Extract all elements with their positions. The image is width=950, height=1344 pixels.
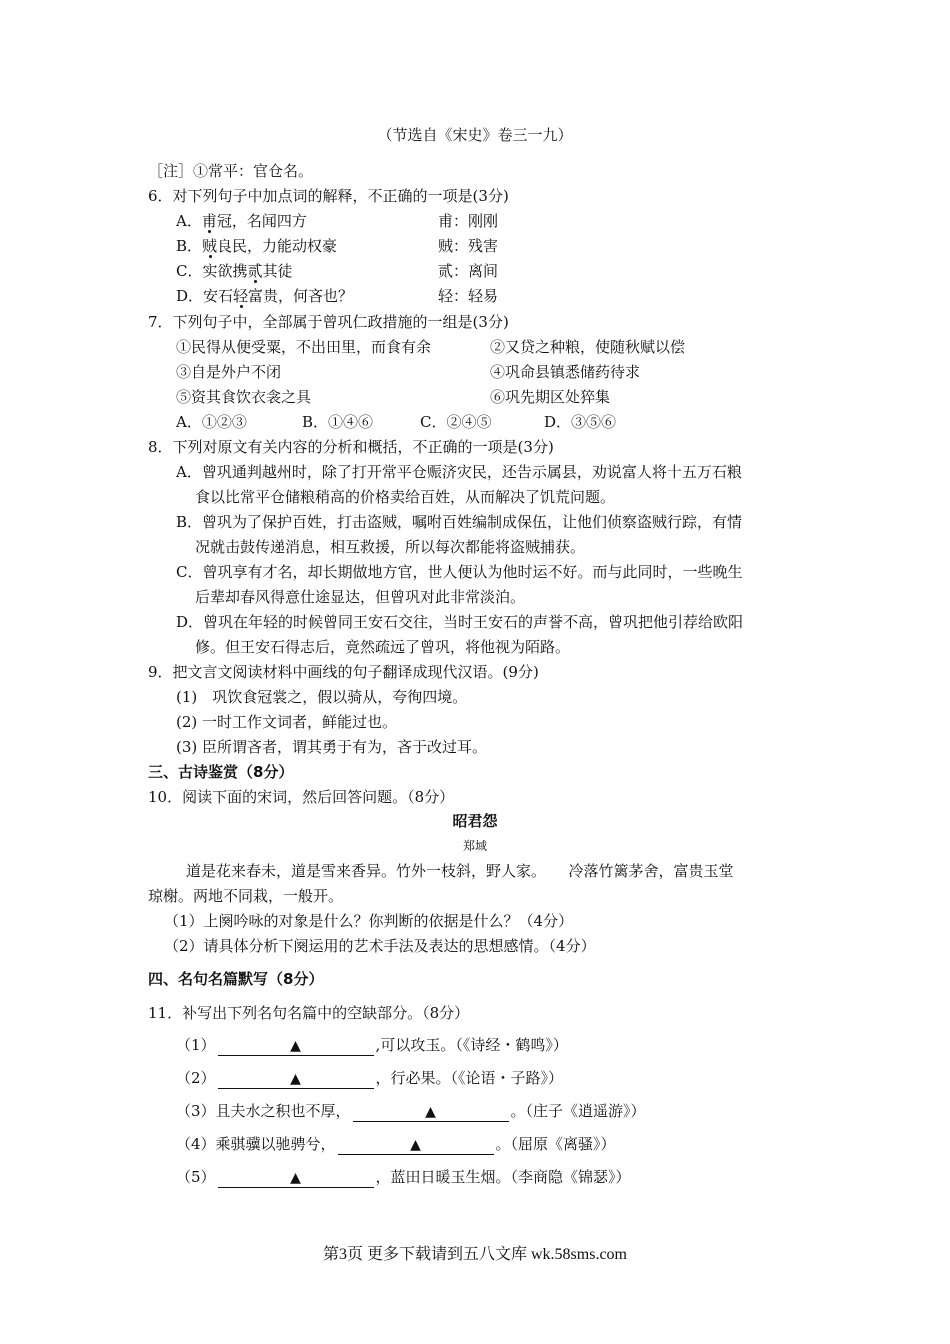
q6-option-a-explain: 甫：刚刚 — [438, 212, 499, 230]
page-footer: 第3页 更多下载请到五八文库 wk.58sms.com — [322, 1246, 627, 1263]
answer-blank[interactable] — [338, 1135, 494, 1155]
q9-item-3: (3) 臣所谓吝者，谓其勇于有为，吝于改过耳。 — [176, 738, 488, 756]
q8-option-b-line2: 况就击鼓传递消息，相互救援，所以每次都能将盗贼捕获。 — [195, 538, 586, 556]
q7-stem: 7．下列句子中，全部属于曾巩仁政措施的一组是(3分) — [148, 313, 509, 331]
q9-item-1: (1) 巩饮食冠裳之，假以骑从，夸徇四境。 — [176, 688, 468, 706]
answer-blank[interactable] — [218, 1036, 374, 1056]
triangle-marker-icon: ▲ — [290, 1071, 301, 1087]
q8-option-a-line1: A．曾巩通判越州时，除了打开常平仓赈济灾民，还告示属县，劝说富人将十五万石粮 — [176, 463, 742, 481]
q7-choice-c: C．②④⑤ — [420, 413, 492, 431]
poem-title: 昭君怨 — [452, 812, 498, 830]
source-citation: （节选自《宋史》卷三一九） — [377, 126, 573, 144]
q7-item-6: ⑥巩先期区处猝集 — [490, 388, 611, 406]
q7-item-5: ⑤资其食饮衣衾之具 — [176, 388, 312, 406]
q11-item-5: （5） ▲ ，蓝田日暖玉生烟。（李商隐《锦瑟》） — [176, 1168, 631, 1186]
q6-option-c: C．实欲携贰其徒 — [176, 262, 293, 280]
q10-sub-1: （1）上阕吟咏的对象是什么？你判断的依据是什么？（4分） — [164, 912, 574, 930]
q7-item-4: ④巩命县镇悉储药待求 — [490, 363, 641, 381]
q7-choice-a: A．①②③ — [176, 413, 247, 431]
q9-stem: 9．把文言文阅读材料中画线的句子翻译成现代汉语。(9分) — [148, 663, 539, 681]
q9-item-2: (2) 一时工作文词者，鲜能过也。 — [176, 713, 398, 731]
q6-option-a: A．甫冠，名闻四方 — [176, 212, 307, 230]
poem-line-1: 道是花来春未，道是雪来香异。竹外一枝斜，野人家。 冷落竹篱茅舍，富贵玉堂 — [186, 862, 734, 880]
q8-option-b-line1: B．曾巩为了保护百姓，打击盗贼，嘱咐百姓编制成保伍，让他们侦察盗贼行踪，有情 — [176, 513, 743, 531]
triangle-marker-icon: ▲ — [410, 1137, 421, 1153]
q10-stem: 10．阅读下面的宋词，然后回答问题。（8分） — [148, 788, 455, 806]
q11-item-1: （1） ▲ ,可以攻玉。（《诗经・鹤鸣》） — [176, 1036, 568, 1054]
poem-author: 郑域 — [462, 839, 487, 853]
q11-item-3: （3）且夫水之积也不厚， ▲ 。（庄子《逍遥游》） — [176, 1102, 646, 1120]
q8-option-d-line1: D．曾巩在年轻的时候曾同王安石交往，当时王安石的声誉不高，曾巩把他引荐给欧阳 — [176, 613, 744, 631]
q6-option-d: D．安石轻富贵，何吝也？ — [176, 287, 354, 305]
q8-option-c-line1: C．曾巩享有才名，却长期做地方官，世人便认为他时运不好。而与此同时，一些晚生 — [176, 563, 743, 581]
triangle-marker-icon: ▲ — [290, 1038, 301, 1054]
q6-stem: 6．对下列句子中加点词的解释，不正确的一项是(3分) — [148, 187, 509, 205]
q7-item-3: ③自是外户不闭 — [176, 363, 282, 381]
answer-blank[interactable] — [218, 1168, 374, 1188]
q7-choice-b: B．①④⑥ — [302, 413, 374, 431]
annotation-note: ［注］①常平：官仓名。 — [148, 162, 314, 180]
q6-option-c-explain: 贰：离间 — [438, 262, 499, 280]
q7-item-2: ②又贷之种粮，使随秋赋以偿 — [490, 338, 686, 356]
q6-option-b-explain: 贼：残害 — [438, 237, 499, 255]
q8-option-c-line2: 后辈却春风得意仕途显达，但曾巩对此非常淡泊。 — [195, 588, 526, 606]
q7-item-1: ①民得从便受粟，不出田里，而食有余 — [176, 338, 432, 356]
q10-sub-2: （2）请具体分析下阕运用的艺术手法及表达的思想感情。（4分） — [164, 937, 596, 955]
q11-item-4: （4）乘骐骥以驰骋兮， ▲ 。（屈原《离骚》） — [176, 1135, 616, 1153]
q11-item-2: （2） ▲ ，行必果。（《论语・子路》） — [176, 1069, 564, 1087]
triangle-marker-icon: ▲ — [425, 1104, 436, 1120]
q8-option-a-line2: 食以比常平仓储粮稍高的价格卖给百姓，从而解决了饥荒问题。 — [195, 488, 616, 506]
q11-stem: 11．补写出下列名句名篇中的空缺部分。（8分） — [148, 1004, 470, 1022]
q6-option-b: B．贼良民，力能动权豪 — [176, 237, 338, 255]
q8-option-d-line2: 修。但王安石得志后，竟然疏远了曾巩，将他视为陌路。 — [195, 638, 571, 656]
q8-stem: 8．下列对原文有关内容的分析和概括，不正确的一项是(3分) — [148, 438, 554, 456]
q7-choice-d: D．③⑤⑥ — [544, 413, 617, 431]
answer-blank[interactable] — [353, 1102, 509, 1122]
q6-option-d-explain: 轻：轻易 — [438, 287, 499, 305]
answer-blank[interactable] — [218, 1069, 374, 1089]
section-4-heading: 四、名句名篇默写（8分） — [148, 970, 324, 988]
poem-line-2: 琼榭。两地不同栽，一般开。 — [148, 887, 344, 905]
triangle-marker-icon: ▲ — [290, 1170, 301, 1186]
section-3-heading: 三、古诗鉴赏（8分） — [148, 763, 294, 781]
